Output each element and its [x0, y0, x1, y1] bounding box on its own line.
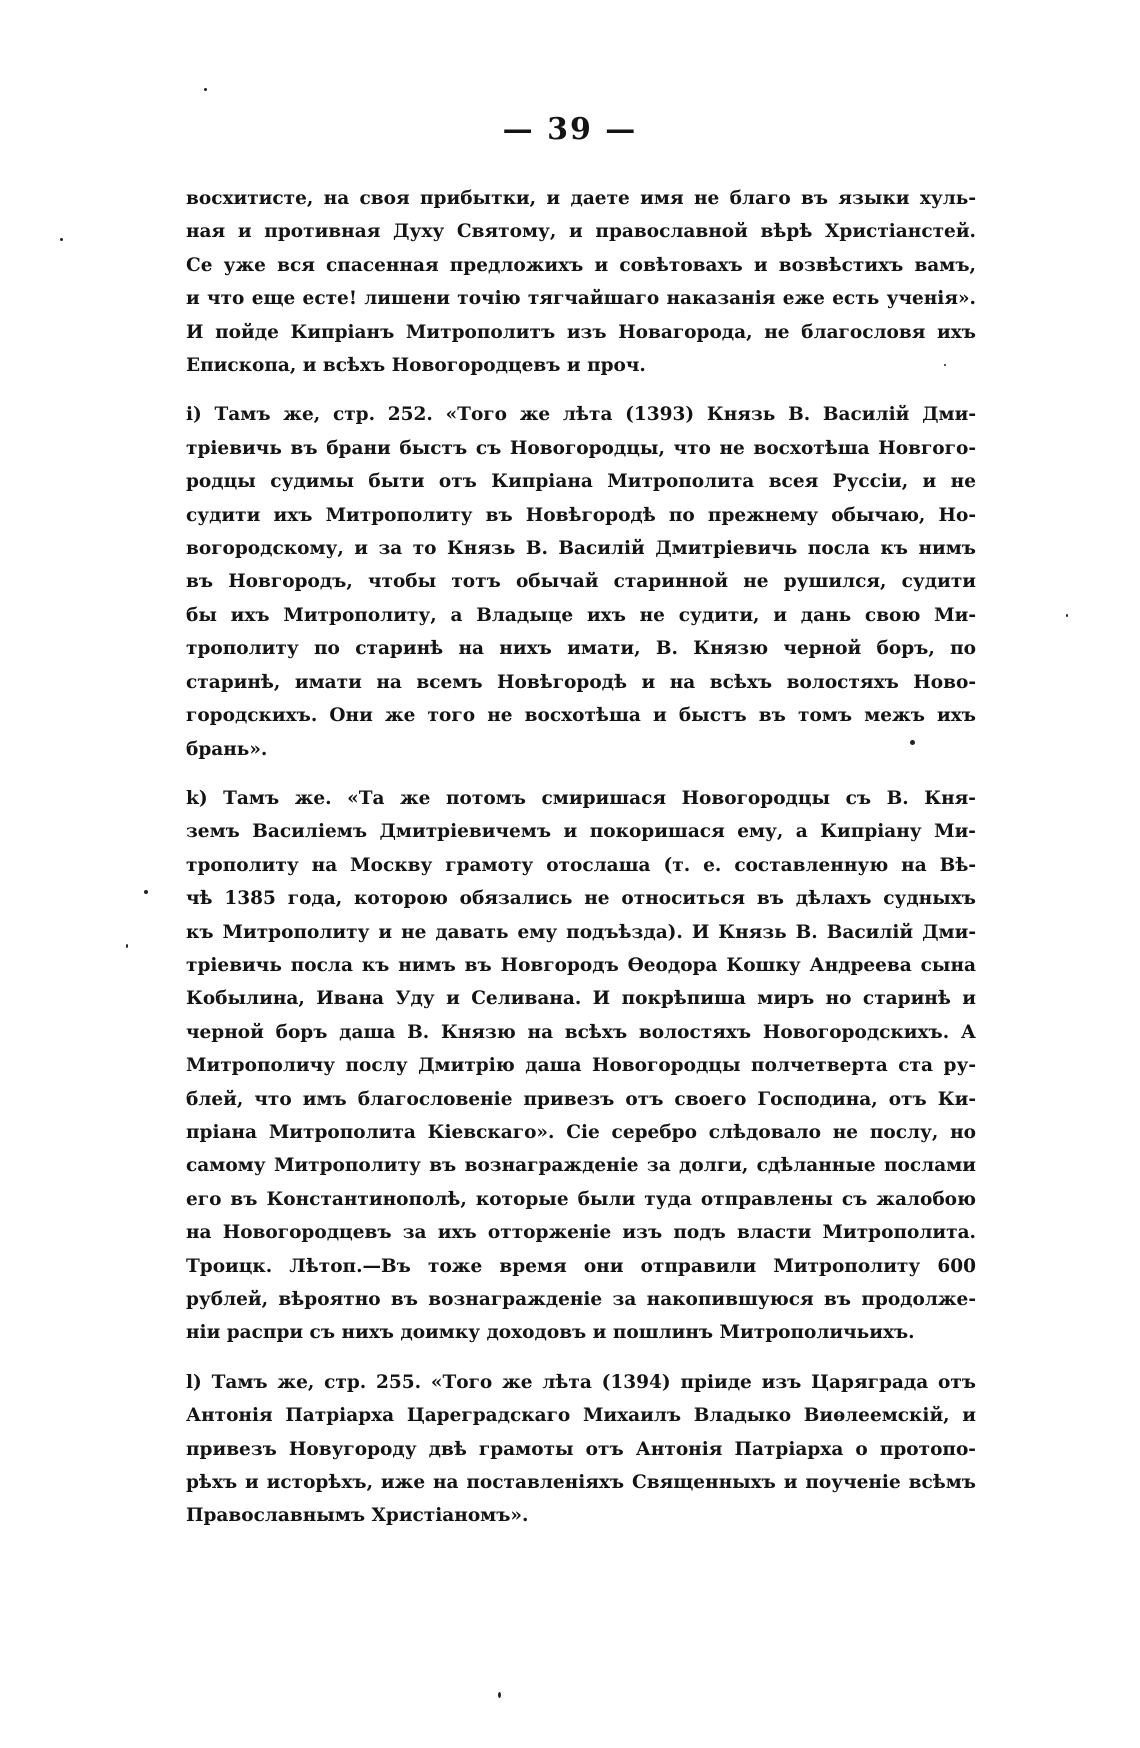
text-line: Антонія Патріарха Цареградскаго Михаилъ Владыко Виѳлеемскій, и: [186, 1405, 976, 1427]
text-line: въ Новгородъ, чтобы тотъ обычай старинной не рушился, судити: [186, 571, 976, 593]
text-line: рублей, вѣроятно въ вознагражденіе за накопившуюся въ продолже-: [186, 1289, 976, 1310]
text-line: рѣхъ и исторѣхъ, иже на поставленіяхъ Священныхъ и поученіе всѣмъ: [186, 1472, 976, 1494]
text-line: Се уже вся спасенная предложихъ и совѣтовахъ и возвѣстихъ вамъ,: [186, 254, 976, 276]
text-line: чѣ 1385 года, которою обязались не относиться въ дѣлахъ судныхъ: [186, 888, 976, 910]
text-line: его въ Константинополѣ, которые были туда отправлены съ жалобою: [186, 1188, 976, 1210]
scan-speck: [144, 890, 148, 894]
text-line: Православнымъ Христіаномъ».: [186, 1505, 529, 1527]
text-line: и что еще есте! лишени точію тягчайшаго наказанія еже есть ученія».: [186, 288, 976, 310]
paragraph-gap: [186, 1350, 976, 1366]
text-line: вогородскому, и за то Князь В. Василій Дмитріевичь посла къ нимъ: [186, 538, 976, 560]
paragraph-note-k: [186, 782, 976, 1350]
scan-speck: [944, 364, 946, 366]
text-line: ная и противная Духу Святому, и православной вѣрѣ Христіанстей.: [186, 221, 976, 243]
paragraph-gap: [186, 382, 976, 398]
text-line: k) Тамъ же. «Та же потомъ смиришася Новогородцы съ В. Кня-: [186, 787, 976, 809]
text-line: И пойде Кипріанъ Митрополитъ изъ Новагорода, не благословя ихъ: [186, 321, 976, 343]
text-line: блей, что имъ благословеніе привезъ отъ своего Господина, отъ Ки-: [186, 1088, 976, 1110]
text-line: Троицк. Лѣтоп.—Въ тоже время они отправили Митрополиту 600: [186, 1255, 976, 1277]
text-line: городскихъ. Они же того не восхотѣша и быстъ въ томъ межъ ихъ: [186, 705, 976, 727]
scan-speck: [498, 1692, 501, 1698]
text-line: ніи распри съ нихъ доимку доходовъ и пошлинъ Митрополичьихъ.: [186, 1322, 915, 1344]
text-line: трополиту по старинѣ на нихъ имати, В. Князю черной боръ, по: [186, 638, 976, 660]
text-line: судити ихъ Митрополиту въ Новѣгородѣ по прежнему обычаю, Но-: [186, 504, 976, 526]
page-number: — 39 —: [502, 112, 638, 147]
paragraph-gap: [186, 766, 976, 782]
text-line: земъ Василіемъ Дмитріевичемъ и покоришася ему, а Кипріану Ми-: [186, 821, 976, 843]
text-line: пріана Митрополита Кіевскаго». Сіе серебро слѣдовало не послу, но: [186, 1121, 976, 1143]
scan-speck: [910, 740, 915, 745]
text-line: тріевичь посла къ нимъ въ Новгородъ Ѳеодора Кошку Андреева сына: [186, 954, 976, 976]
paragraph-note-l: [186, 1366, 976, 1533]
text-line: Митрополичу послу Дмитрію даша Новогородцы полчетверта ста ру-: [186, 1055, 976, 1077]
text-line: Кобылина, Ивана Уду и Селивана. И покрѣпиша миръ но старинѣ и: [186, 988, 976, 1010]
paragraph-note-i: [186, 398, 976, 765]
text-line: брань».: [186, 738, 268, 760]
text-line: і) Тамъ же, стр. 252. «Того же лѣта (1393) Князь В. Василій Дми-: [186, 404, 976, 426]
text-line: старинѣ, имати на всемъ Новѣгородѣ и на всѣхъ волостяхъ Ново-: [186, 671, 976, 693]
text-line: тріевичь въ брани быстъ съ Новогородцы, что не восхотѣша Новгого-: [186, 437, 976, 459]
text-line: на Новогородцевъ за ихъ отторженіе изъ подъ власти Митрополита.: [186, 1222, 976, 1244]
text-line: самому Митрополиту въ вознагражденіе за долги, сдѣланные послами: [186, 1155, 976, 1177]
body-text: [186, 182, 976, 1533]
text-line: къ Митрополиту и не давать ему подъѣзда). И Князь В. Василій Дми-: [186, 921, 976, 943]
paragraph-continuation: [186, 182, 976, 382]
text-line: восхитисте, на своя прибытки, и даете имя не благо въ языки хуль-: [186, 188, 976, 209]
text-line: привезъ Новугороду двѣ грамоты отъ Антонія Патріарха о протопо-: [186, 1438, 976, 1460]
text-line: трополиту на Москву грамоту отослаша (т. е. составленную на Вѣ-: [186, 854, 976, 876]
scan-speck: [204, 88, 207, 91]
text-line: бы ихъ Митрополиту, а Владыце ихъ не судити, и дань свою Ми-: [186, 604, 976, 626]
scan-speck: [60, 238, 63, 241]
text-line: Епископа, и всѣхъ Новогородцевъ и проч.: [186, 355, 646, 377]
text-line: черной боръ даша В. Князю на всѣхъ волостяхъ Новогородскихъ. А: [186, 1021, 976, 1043]
scan-speck: [1066, 614, 1068, 617]
text-line: родцы судимы быти отъ Кипріана Митрополита всея Руссіи, и не: [186, 471, 976, 493]
scan-speck: [126, 944, 128, 948]
text-line: l) Тамъ же, стр. 255. «Того же лѣта (1394) пріиде изъ Царяграда отъ: [186, 1371, 976, 1393]
